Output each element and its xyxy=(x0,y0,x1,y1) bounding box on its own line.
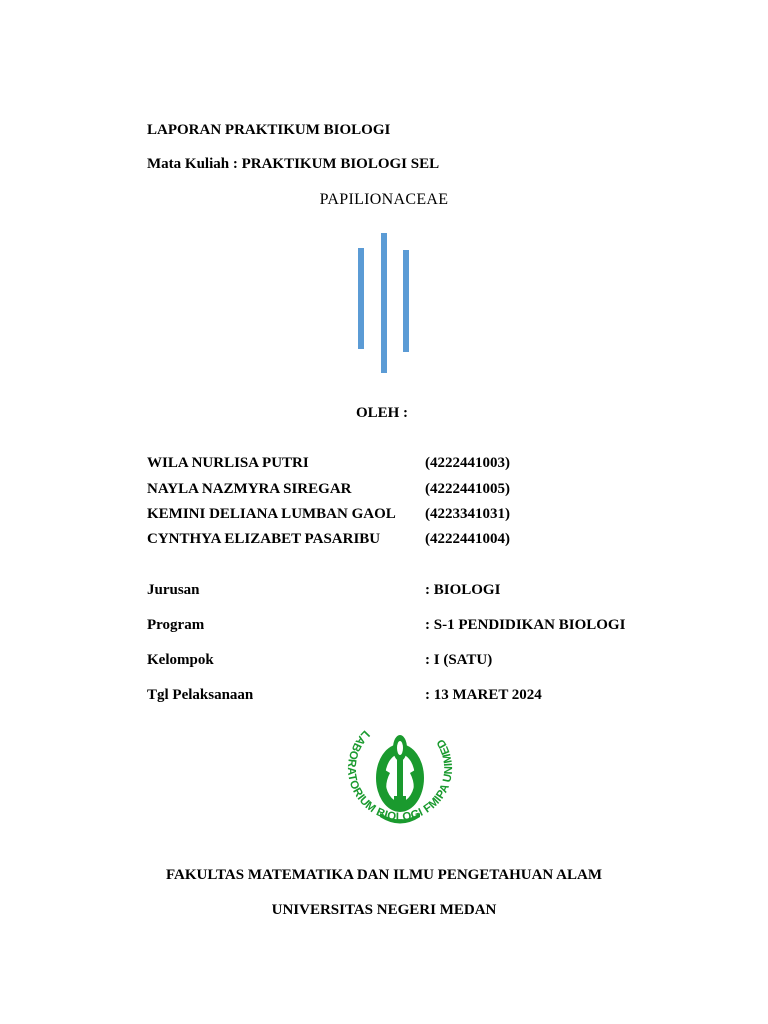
decorative-bar-center xyxy=(381,233,387,373)
member-id: (4222441004) xyxy=(425,531,510,547)
by-label: OLEH : xyxy=(355,405,409,421)
member-name: NAYLA NAZMYRA SIREGAR xyxy=(147,481,352,497)
course-name: Mata Kuliah : PRAKTIKUM BIOLOGI SEL xyxy=(147,156,440,172)
faculty-name: FAKULTAS MATEMATIKA DAN ILMU PENGETAHUAN ALAM xyxy=(166,867,602,883)
info-label-department: Jurusan xyxy=(147,582,200,598)
member-id: (4222441005) xyxy=(425,481,510,497)
info-value-group: : I (SATU) xyxy=(425,652,493,668)
info-label-group: Kelompok xyxy=(147,652,214,668)
logo-ring-text: LABORATORIUM BIOLOGI FMIPA UNIMED xyxy=(344,727,456,824)
info-label-date: Tgl Pelaksanaan xyxy=(147,687,254,703)
info-label-program: Program xyxy=(147,617,205,633)
member-id: (4223341031) xyxy=(425,506,510,522)
laboratorium-biologi-logo-icon xyxy=(335,718,465,848)
info-value-program: : S-1 PENDIDIKAN BIOLOGI xyxy=(425,617,626,633)
decorative-bar-left xyxy=(358,248,364,349)
report-type-title: LAPORAN PRAKTIKUM BIOLOGI xyxy=(147,122,391,138)
decorative-bar-right xyxy=(403,250,409,352)
university-name: UNIVERSITAS NEGERI MEDAN xyxy=(271,902,497,918)
topic-title: PAPILIONACEAE xyxy=(319,191,449,208)
member-id: (4222441003) xyxy=(425,455,510,471)
member-name: KEMINI DELIANA LUMBAN GAOL xyxy=(147,506,396,522)
member-name: WILA NURLISA PUTRI xyxy=(147,455,309,471)
info-value-department: : BIOLOGI xyxy=(425,582,501,598)
member-name: CYNTHYA ELIZABET PASARIBU xyxy=(147,531,381,547)
info-value-date: : 13 MARET 2024 xyxy=(425,687,542,703)
